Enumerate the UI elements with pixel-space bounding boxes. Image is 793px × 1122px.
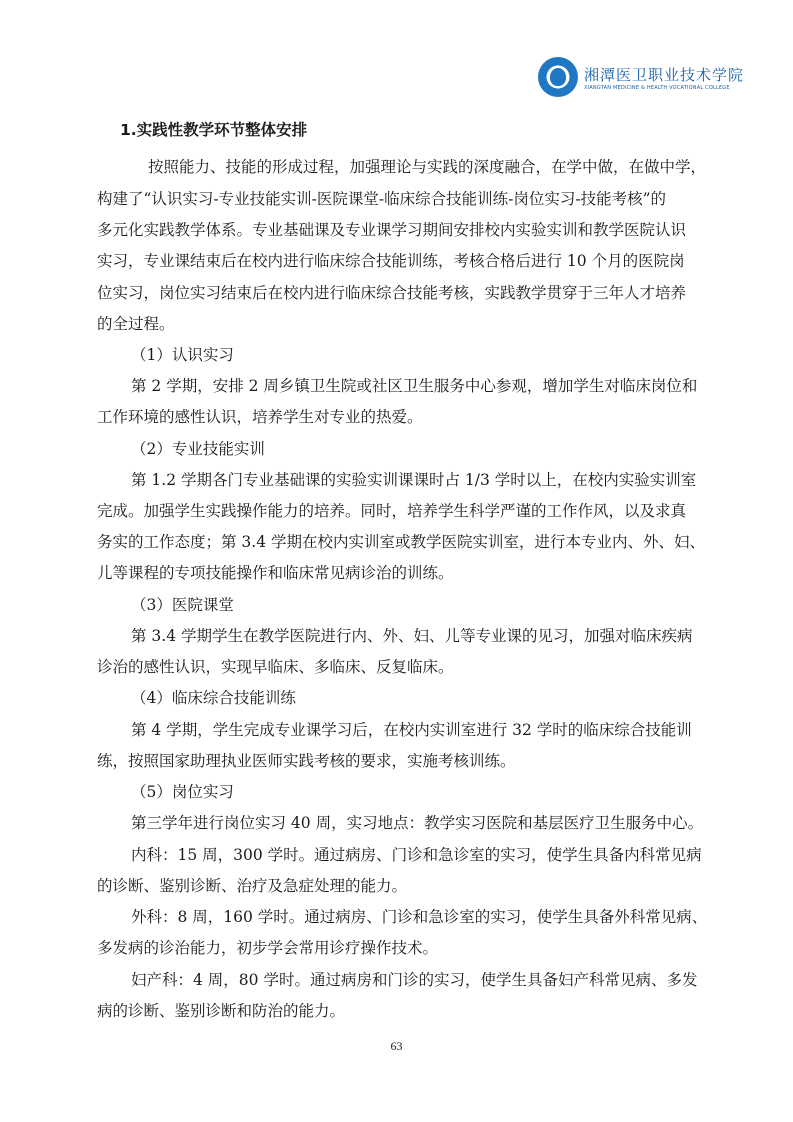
body-line: 构建了“认识实习-专业技能实训-医院课堂-临床综合技能训练-岗位实习-技能考核”的 [97, 190, 667, 208]
body-line: 的诊断、鉴别诊断、治疗及急症处理的能力。 [97, 877, 408, 895]
body-line: 按照能力、技能的形成过程，加强理论与实践的深度融合，在学中做，在做中学， [148, 158, 707, 176]
body-line: 外科：8 周，160 学时。通过病房、门诊和急诊室的实习，使学生具备外科常见病、 [131, 908, 708, 926]
college-logo [538, 55, 745, 99]
logo-name-cn: 湘潭医卫职业技术学院 [584, 65, 745, 84]
college-seal-icon [538, 57, 578, 97]
subsection-title: （1）认识实习 [131, 346, 234, 364]
body-line: 的全过程。 [97, 315, 175, 333]
body-line: 第 1.2 学期各门专业基础课的实验实训课课时占 1/3 学时以上，在校内实验实训室 [131, 471, 697, 489]
body-line: 第三学年进行岗位实习 40 周，实习地点：教学实习医院和基层医疗卫生服务中心。 [131, 814, 704, 832]
subsection-title: （5）岗位实习 [131, 783, 234, 801]
section-heading: 1.实践性教学环节整体安排 [120, 121, 308, 139]
body-line: 儿等课程的专项技能操作和临床常见病诊治的训练。 [97, 564, 454, 582]
body-line: 妇产科：4 周，80 学时。通过病房和门诊的实习，使学生具备妇产科常见病、多发 [131, 971, 698, 989]
body-line: 第 2 学期，安排 2 周乡镇卫生院或社区卫生服务中心参观，增加学生对临床岗位和 [131, 377, 698, 395]
body-line: 位实习，岗位实习结束后在校内进行临床综合技能考核，实践教学贯穿于三年人才培养 [97, 284, 687, 302]
body-line: 病的诊断、鉴别诊断和防治的能力。 [97, 1002, 346, 1020]
logo-text [584, 64, 744, 91]
body-line: 务实的工作态度；第 3.4 学期在校内实训室或教学医院实训室，进行本专业内、外、妇、 [97, 533, 706, 551]
body-line: 多元化实践教学体系。专业基础课及专业课学习期间安排校内实验实训和教学医院认识 [97, 221, 687, 239]
logo-name-en: XIANGTAN MEDICINE & HEALTH VOCATIONAL COLLEGE [584, 84, 730, 91]
body-line: 第 3.4 学期学生在教学医院进行内、外、妇、儿等专业课的见习，加强对临床疾病 [131, 627, 693, 645]
body-line: 第 4 学期，学生完成专业课学习后，在校内实训室进行 32 学时的临床综合技能训 [131, 721, 692, 739]
subsection-title: （2）专业技能实训 [131, 440, 265, 458]
body-line: 工作环境的感性认识，培养学生对专业的热爱。 [97, 408, 423, 426]
body-line: 内科：15 周，300 学时。通过病房、门诊和急诊室的实习，使学生具备内科常见病 [131, 846, 702, 864]
page-number: 63 [390, 1039, 403, 1053]
subsection-title: （4）临床综合技能训练 [131, 689, 296, 707]
body-line: 多发病的诊治能力，初步学会常用诊疗操作技术。 [97, 939, 439, 957]
body-line: 练，按照国家助理执业医师实践考核的要求，实施考核训练。 [97, 752, 516, 770]
body-line: 诊治的感性认识，实现早临床、多临床、反复临床。 [97, 658, 454, 676]
body-line: 完成。加强学生实践操作能力的培养。同时，培养学生科学严谨的工作作风，以及求真 [97, 502, 687, 520]
subsection-title: （3）医院课堂 [131, 596, 234, 614]
body-line: 实习，专业课结束后在校内进行临床综合技能训练，考核合格后进行 10 个月的医院岗 [97, 252, 685, 270]
